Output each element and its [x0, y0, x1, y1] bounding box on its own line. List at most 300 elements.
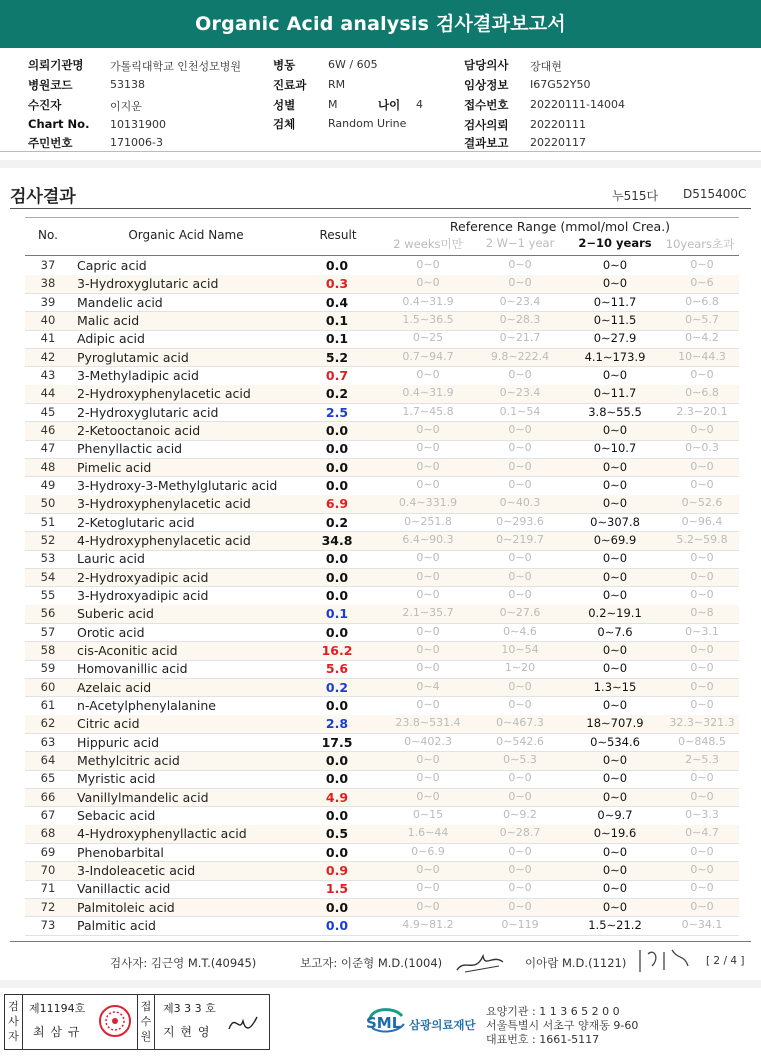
ref-2weeks: 0∼0: [416, 477, 440, 491]
ref-10y: 0∼0: [690, 679, 714, 693]
section-gap: [0, 160, 761, 168]
ref-2weeks: 0∼251.8: [404, 514, 452, 528]
row-number: 69: [40, 844, 56, 859]
acid-name: Palmitic acid: [77, 917, 156, 933]
row-number: 66: [40, 789, 56, 804]
ref-2w-1y: 0∼293.6: [496, 514, 544, 528]
ref-2w-1y: 0∼27.6: [499, 606, 541, 620]
acid-name: 3-Hydroxyadipic acid: [77, 587, 209, 603]
row-number: 43: [40, 367, 56, 382]
result-value: 6.9: [325, 496, 349, 512]
ref-2weeks: 0∼0: [416, 771, 440, 785]
ref-2weeks: 0∼15: [412, 807, 444, 821]
reception-value: 20220111-14004: [530, 98, 625, 111]
specimen-value: Random Urine: [328, 117, 407, 130]
dept-value: RM: [328, 78, 346, 91]
ref-10y: 0∼0: [690, 551, 714, 565]
report-title-banner: [0, 0, 761, 48]
ref-2-10y: 0∼19.6: [593, 826, 637, 841]
result-value: 0.2: [325, 514, 349, 530]
report-label: 결과보고: [464, 136, 509, 150]
ref-2-10y: 0∼307.8: [590, 514, 640, 529]
ref-2-10y: 0∼0: [602, 367, 628, 382]
row-number: 73: [40, 917, 56, 932]
ref-2weeks: 0∼0: [416, 367, 440, 381]
acid-name: 4-Hydroxyphenylacetic acid: [77, 532, 251, 548]
result-value: 0.0: [325, 844, 349, 860]
table-row: [25, 257, 739, 275]
table-row: [25, 495, 739, 513]
result-value: 0.3: [325, 276, 349, 292]
ref-2weeks: 1.6∼44: [407, 826, 449, 840]
row-divider: [25, 935, 739, 936]
section-code-2: D515400C: [683, 187, 747, 201]
ref-2-10y: 0∼0: [602, 862, 628, 877]
ref-2-10y: 0∼9.7: [597, 807, 633, 822]
table-row: [25, 294, 739, 312]
ref-2-10y: 0∼0: [602, 569, 628, 584]
ref-10y: 0∼0: [690, 587, 714, 601]
ref-2weeks: 6.4∼90.3: [402, 532, 454, 546]
ref-2weeks: 0∼0: [416, 624, 440, 638]
acid-name: Adipic acid: [77, 331, 145, 347]
row-number: 70: [40, 862, 56, 877]
ref-2-10y: 0.2∼19.1: [588, 606, 642, 621]
acid-name: Suberic acid: [77, 606, 154, 622]
acid-name: 2-Ketoglutaric acid: [77, 514, 195, 530]
section-title: 검사결과: [10, 187, 76, 207]
header-result: Result: [319, 228, 357, 242]
table-row: [25, 679, 739, 697]
row-number: 47: [40, 441, 56, 456]
acid-name: Mandelic acid: [77, 294, 163, 310]
ref-10y: 0∼0: [690, 642, 714, 656]
chart-value: 10131900: [110, 118, 166, 131]
ref-2weeks: 0.7∼94.7: [402, 349, 454, 363]
ref-2w-1y: 0∼0: [508, 459, 532, 473]
ref-2w-1y: 0∼0: [508, 422, 532, 436]
table-row: [25, 587, 739, 605]
acid-name: 3-Hydroxyphenylacetic acid: [77, 496, 251, 512]
ref-2-10y: 1.5∼21.2: [588, 917, 642, 932]
ref-2w-1y: 0∼0: [508, 587, 532, 601]
result-value: 0.0: [325, 899, 349, 915]
ref-2weeks: 0∼0: [416, 459, 440, 473]
ref-2weeks: 0∼0: [416, 276, 440, 290]
ref-10y: 0∼6: [690, 276, 714, 290]
acid-name: Sebacic acid: [77, 807, 156, 823]
row-number: 48: [40, 459, 56, 474]
clinical-value: I67G52Y50: [530, 78, 591, 91]
dept-label: 진료과: [273, 78, 307, 92]
result-value: 0.0: [325, 807, 349, 823]
ref-2-10y: 0∼0: [602, 587, 628, 602]
result-value: 5.2: [325, 349, 349, 365]
result-value: 0.0: [325, 697, 349, 713]
row-number: 67: [40, 807, 56, 822]
ref-2w-1y: 0∼0: [508, 789, 532, 803]
section-gap: [0, 980, 761, 988]
ref-2w-1y: 0∼542.6: [496, 734, 544, 748]
row-number: 54: [40, 569, 56, 584]
seal-icon: [97, 1003, 133, 1039]
divider: [25, 217, 739, 218]
ref-2w-1y: 0∼0: [508, 881, 532, 895]
ref-2w-1y: 0∼0: [508, 276, 532, 290]
ref-10y: 0∼0: [690, 459, 714, 473]
ref-10y: 0∼0: [690, 422, 714, 436]
ref-2-10y: 3.8∼55.5: [588, 404, 642, 419]
result-value: 0.0: [325, 771, 349, 787]
page-indicator: [ 2 / 4 ]: [706, 955, 745, 967]
ref-2-10y: 0∼0: [602, 881, 628, 896]
doctor-label: 담당의사: [464, 58, 509, 72]
result-value: 34.8: [321, 532, 353, 548]
code-label: 병원코드: [28, 78, 73, 92]
table-row: [25, 330, 739, 348]
acid-name: 3-Methyladipic acid: [77, 367, 199, 383]
row-number: 51: [40, 514, 56, 529]
ref-10y: 0∼0: [690, 697, 714, 711]
ref-10y: 0∼0: [690, 771, 714, 785]
table-row: [25, 899, 739, 917]
chart-label: Chart No.: [28, 117, 90, 131]
ref-2weeks: 0∼0: [416, 258, 440, 271]
ref-10y: 10∼44.3: [678, 349, 726, 363]
signature-image: [455, 948, 505, 976]
ref-2-10y: 0∼11.7: [593, 386, 637, 401]
ref-2weeks: 0∼0: [416, 642, 440, 656]
ref-2w-1y: 0∼28.7: [499, 826, 541, 840]
ward-label: 병동: [273, 58, 296, 72]
footer-line-1: 요양기관 : 1 1 3 6 5 2 0 0: [486, 1005, 620, 1018]
clinical-label: 임상정보: [464, 78, 509, 92]
request-label: 검사의뢰: [464, 118, 509, 132]
footer-line-3: 대표번호 : 1661-5117: [486, 1033, 600, 1046]
ref-2-10y: 0∼0: [602, 844, 628, 859]
ref-10y: 0∼0: [690, 477, 714, 491]
ref-2w-1y: 1∼20: [504, 661, 536, 675]
result-value: 2.8: [325, 716, 349, 732]
ref-2-10y: 0∼0: [602, 258, 628, 272]
ref-10y: 0∼8: [690, 606, 714, 620]
ref-2weeks: 0∼0: [416, 899, 440, 913]
result-value: 0.4: [325, 294, 349, 310]
divider: [10, 208, 751, 209]
signature-image: [225, 1011, 261, 1037]
ref-2-10y: 0∼0: [602, 422, 628, 437]
acid-name: Citric acid: [77, 716, 140, 732]
row-number: 72: [40, 899, 56, 914]
row-number: 58: [40, 642, 56, 657]
acid-name: Phenobarbital: [77, 844, 164, 860]
ref-2-10y: 0∼0: [602, 276, 628, 291]
acid-name: Phenyllactic acid: [77, 441, 183, 457]
row-number: 39: [40, 294, 56, 309]
specimen-label: 검체: [273, 117, 296, 131]
row-number: 57: [40, 624, 56, 639]
row-number: 62: [40, 716, 56, 731]
result-value: 0.0: [325, 258, 349, 273]
ref-2w-1y: 0.1∼54: [499, 404, 541, 418]
row-number: 42: [40, 349, 56, 364]
result-value: 0.2: [325, 386, 349, 402]
ref-2weeks: 0∼0: [416, 422, 440, 436]
receiver-value: 이지운: [110, 100, 142, 113]
ref-2-10y: 0∼0: [602, 459, 628, 474]
acid-name: 3-Hydroxy-3-Methylglutaric acid: [77, 477, 278, 493]
ref-2weeks: 1.5∼36.5: [402, 312, 454, 326]
ref-2-10y: 0∼0: [602, 771, 628, 786]
ref-2w-1y: 0∼0: [508, 258, 532, 271]
table-row: [25, 550, 739, 568]
ref-2-10y: 0∼11.5: [593, 312, 637, 327]
ref-2w-1y: 0∼0: [508, 899, 532, 913]
table-row: [25, 624, 739, 642]
inspector-name: 최 삼 규: [33, 1025, 81, 1039]
ref-2weeks: 0∼0: [416, 587, 440, 601]
table-row: [25, 770, 739, 788]
ref-2-10y: 0∼0: [602, 789, 628, 804]
subheader-2w-1y: 2 W−1 year: [485, 236, 555, 250]
ref-2weeks: 0.4∼31.9: [402, 294, 454, 308]
table-row: [25, 917, 739, 935]
reception-label: 접수번호: [464, 98, 509, 112]
result-value: 0.7: [325, 367, 349, 383]
table-row: [25, 422, 739, 440]
table-row: [25, 807, 739, 825]
acid-name: Homovanillic acid: [77, 661, 188, 677]
ref-10y: 0∼0: [690, 844, 714, 858]
ref-10y: 0∼52.6: [681, 496, 723, 510]
acid-name: 3-Indoleacetic acid: [77, 862, 196, 878]
row-number: 46: [40, 422, 56, 437]
table-row: [25, 789, 739, 807]
table-row: [25, 752, 739, 770]
brand-logo-text: SML: [366, 1014, 402, 1032]
hospital-label: 의뢰기관명: [28, 58, 84, 72]
result-value: 0.0: [325, 422, 349, 438]
result-value: 0.1: [325, 331, 349, 347]
receiver-label: 수진자: [28, 98, 62, 112]
ref-2weeks: 0.4∼31.9: [402, 386, 454, 400]
ref-2w-1y: 0∼0: [508, 771, 532, 785]
acid-name: Malic acid: [77, 312, 140, 328]
reporter2-signature: 이아람 M.D.(1121): [525, 956, 627, 970]
result-value: 4.9: [325, 789, 349, 805]
table-row: [25, 880, 739, 898]
acid-name: Palmitoleic acid: [77, 899, 175, 915]
result-value: 0.0: [325, 752, 349, 768]
ref-2w-1y: 10∼54: [501, 642, 539, 656]
ref-2w-1y: 0∼467.3: [496, 716, 544, 730]
code-value: 53138: [110, 78, 145, 91]
ref-2w-1y: 0∼28.3: [499, 312, 541, 326]
ref-2w-1y: 0∼40.3: [499, 496, 541, 510]
ref-10y: 0∼0: [690, 862, 714, 876]
report-title: Organic Acid analysis 검사결과보고서: [195, 13, 566, 35]
ref-2-10y: 0∼10.7: [593, 441, 637, 456]
acid-name: Orotic acid: [77, 624, 145, 640]
ref-2-10y: 0∼0: [602, 642, 628, 657]
acid-name: 2-Hydroxyadipic acid: [77, 569, 209, 585]
age-value: 4: [416, 98, 423, 111]
ref-2w-1y: 0∼0: [508, 441, 532, 455]
ref-10y: 32.3∼321.3: [669, 716, 735, 730]
row-number: 65: [40, 771, 56, 786]
result-value: 17.5: [321, 734, 353, 750]
ref-10y: 0∼96.4: [681, 514, 723, 528]
row-number: 50: [40, 496, 56, 511]
ref-10y: 0∼6.8: [685, 294, 719, 308]
divider: [25, 255, 739, 256]
ref-10y: 0∼0: [690, 899, 714, 913]
ref-2weeks: 0∼0: [416, 569, 440, 583]
ref-10y: 5.2∼59.8: [676, 532, 728, 546]
ref-2w-1y: 0∼0: [508, 862, 532, 876]
receiver-number: 제3 3 3 호: [163, 1002, 216, 1015]
ref-2weeks: 0∼0: [416, 661, 440, 675]
row-number: 56: [40, 606, 56, 621]
subheader-2-10y: 2−10 years: [578, 236, 652, 250]
acid-name: 4-Hydroxyphenyllactic acid: [77, 826, 247, 842]
ref-10y: 0∼34.1: [681, 917, 723, 931]
acid-name: cis-Aconitic acid: [77, 642, 178, 658]
table-row: [25, 349, 739, 367]
ref-10y: 0∼0.3: [685, 441, 719, 455]
sex-value: M: [328, 98, 338, 111]
acid-name: 2-Ketooctanoic acid: [77, 422, 201, 438]
result-value: 0.0: [325, 477, 349, 493]
ref-2w-1y: 0∼0: [508, 844, 532, 858]
hospital-value: 가톨릭대학교 인천성모병원: [110, 60, 242, 73]
ref-2weeks: 2.1∼35.7: [402, 606, 454, 620]
acid-name: Vanillactic acid: [77, 881, 171, 897]
ref-2w-1y: 0∼23.4: [499, 386, 541, 400]
signature-image: [634, 944, 694, 976]
ref-2-10y: 0∼0: [602, 752, 628, 767]
ref-2w-1y: 9.8∼222.4: [490, 349, 550, 363]
ref-2weeks: 0∼0: [416, 752, 440, 766]
receiver-name: 지 현 영: [163, 1025, 211, 1039]
result-value: 2.5: [325, 404, 349, 420]
ref-10y: 0∼0: [690, 258, 714, 271]
table-row: [25, 459, 739, 477]
ref-2-10y: 0∼69.9: [593, 532, 637, 547]
row-number: 55: [40, 587, 56, 602]
inspector-vertical-label: 검사자: [5, 995, 23, 1049]
subheader-2weeks: 2 weeks미만: [393, 237, 463, 251]
tester-signature: 검사자: 김근영 M.T.(40945): [110, 956, 257, 970]
ref-2weeks: 0∼0: [416, 862, 440, 876]
table-row: [25, 385, 739, 403]
ref-2-10y: 4.1∼173.9: [584, 349, 646, 364]
ref-2weeks: 0∼0: [416, 551, 440, 565]
table-row: [25, 514, 739, 532]
ref-2w-1y: 0∼0: [508, 679, 532, 693]
ref-2w-1y: 0∼0: [508, 697, 532, 711]
table-row: [25, 532, 739, 550]
ref-10y: 0∼5.7: [685, 312, 719, 326]
age-label: 나이: [378, 98, 401, 112]
ref-2w-1y: 0∼4.6: [503, 624, 537, 638]
report-value: 20220117: [530, 136, 586, 149]
row-number: 38: [40, 276, 56, 291]
row-number: 53: [40, 551, 56, 566]
ref-2weeks: 4.9∼81.2: [402, 917, 454, 931]
subheader-10y: 10years초과: [665, 237, 735, 251]
result-value: 0.0: [325, 459, 349, 475]
ref-2-10y: 0∼0: [602, 551, 628, 566]
header-no: No.: [38, 228, 58, 242]
section-code-1: 누515다: [612, 189, 659, 203]
ref-10y: 0∼6.8: [685, 386, 719, 400]
certification-stamp-box: [4, 994, 270, 1050]
ref-2weeks: 0∼25: [412, 331, 444, 345]
rrn-value: 171006-3: [110, 136, 163, 149]
ref-2-10y: 0∼27.9: [593, 331, 637, 346]
ref-2-10y: 1.3∼15: [593, 679, 637, 694]
row-number: 45: [40, 404, 56, 419]
ref-2-10y: 0∼0: [602, 477, 628, 492]
acid-name: Myristic acid: [77, 771, 156, 787]
table-row: [25, 642, 739, 660]
row-number: 59: [40, 661, 56, 676]
row-number: 49: [40, 477, 56, 492]
ref-2w-1y: 0∼0: [508, 569, 532, 583]
ref-2w-1y: 0∼5.3: [503, 752, 537, 766]
result-value: 5.6: [325, 661, 349, 677]
ref-2weeks: 0∼6.9: [411, 844, 445, 858]
acid-name: 2-Hydroxyglutaric acid: [77, 404, 219, 420]
result-value: 0.5: [325, 826, 349, 842]
acid-name: Capric acid: [77, 258, 147, 273]
sex-label: 성별: [273, 98, 296, 112]
ref-2w-1y: 0∼219.7: [496, 532, 544, 546]
row-number: 44: [40, 386, 56, 401]
table-row: [25, 734, 739, 752]
ref-2-10y: 0∼11.7: [593, 294, 637, 309]
table-row: [25, 367, 739, 385]
row-number: 52: [40, 532, 56, 547]
table-row: [25, 844, 739, 862]
acid-name: Hippuric acid: [77, 734, 160, 750]
ref-2w-1y: 0∼23.4: [499, 294, 541, 308]
brand-org-name: 삼광의료재단: [409, 1018, 476, 1032]
ref-2w-1y: 0∼0: [508, 367, 532, 381]
row-number: 63: [40, 734, 56, 749]
table-row: [25, 477, 739, 495]
row-number: 40: [40, 312, 56, 327]
table-row: [25, 404, 739, 422]
result-value: 0.0: [325, 917, 349, 933]
table-row: [25, 275, 739, 293]
ref-10y: 2.3∼20.1: [676, 404, 728, 418]
table-row: [25, 569, 739, 587]
ref-2w-1y: 0∼9.2: [503, 807, 537, 821]
ref-2w-1y: 0∼119: [501, 917, 539, 931]
acid-name: Pimelic acid: [77, 459, 152, 475]
acid-name: 3-Hydroxyglutaric acid: [77, 276, 219, 292]
ref-2weeks: 0∼4: [416, 679, 440, 693]
ref-2-10y: 0∼534.6: [590, 734, 640, 749]
ref-2-10y: 0∼7.6: [597, 624, 633, 639]
ref-10y: 0∼0: [690, 789, 714, 803]
ref-10y: 0∼848.5: [678, 734, 726, 748]
table-row: [25, 660, 739, 678]
patient-info-panel: [0, 50, 761, 150]
ref-2weeks: 1.7∼45.8: [402, 404, 454, 418]
